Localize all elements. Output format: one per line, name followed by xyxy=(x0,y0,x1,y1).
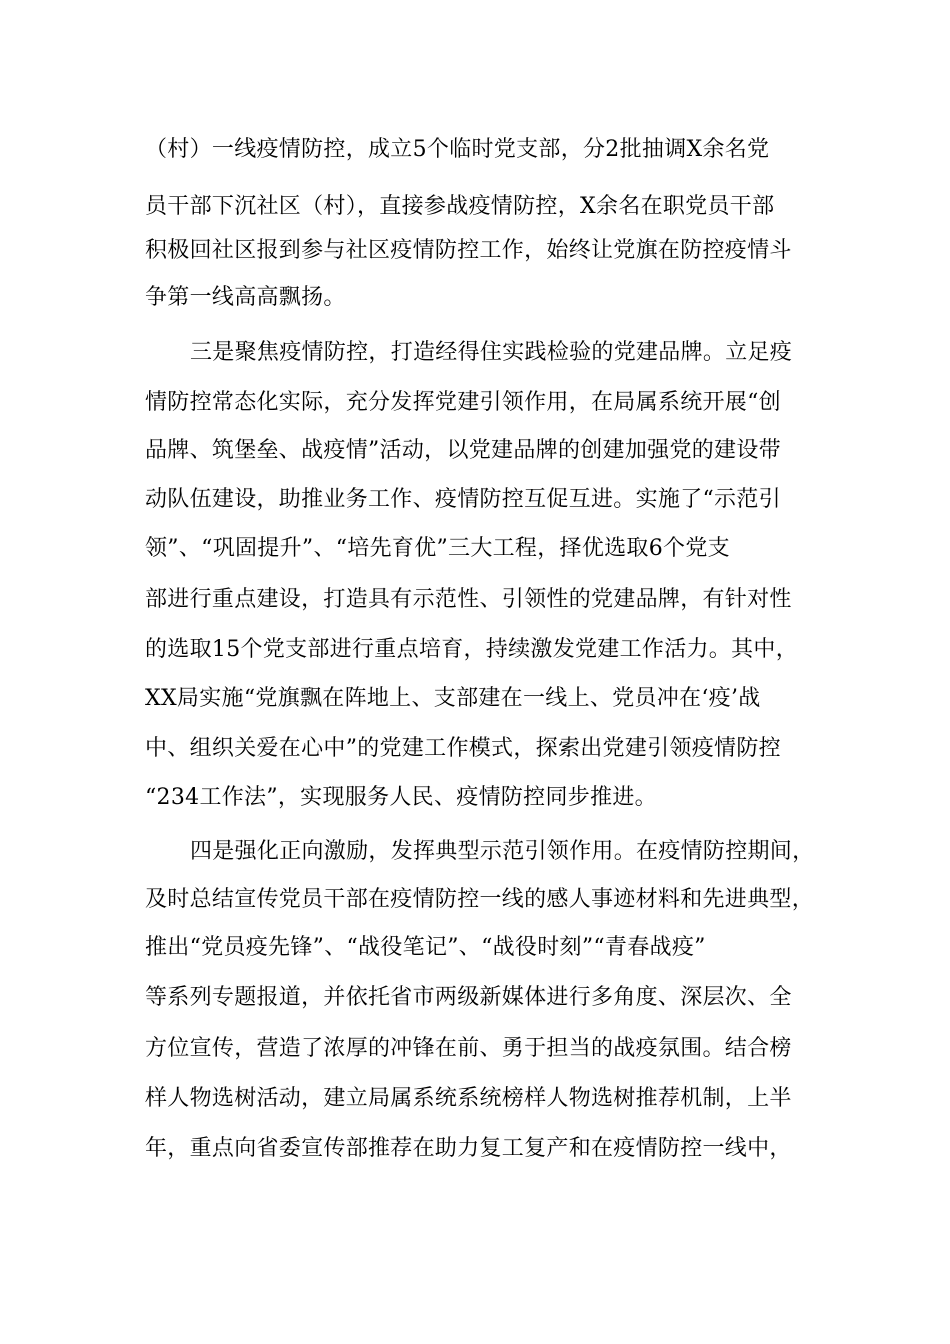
text-line: 方位宣传，营造了浓厚的冲锋在前、勇于担当的战疫氛围。结合榜 xyxy=(145,1036,792,1061)
text-line: “234工作法”，实现服务人民、疫情防控同步推进。 xyxy=(145,785,657,810)
text-line: （村）一线疫情防控，成立5个临时党支部，分2批抽调X余名党 xyxy=(145,137,770,162)
text-line: 动队伍建设，助推业务工作、疫情防控互促互进。实施了“示范引 xyxy=(145,487,781,512)
text-line: 情防控常态化实际，充分发挥党建引领作用，在局属系统开展“创 xyxy=(145,390,781,415)
paragraph-start-line: 三是聚焦疫情防控，打造经得住实践检验的党建品牌。立足疫 xyxy=(190,340,793,365)
text-line: 领”、“巩固提升”、“培先育优”三大工程，择优选取6个党支 xyxy=(145,536,730,561)
text-line: 等系列专题报道，并依托省市两级新媒体进行多角度、深层次、全 xyxy=(145,985,792,1010)
text-line: 部进行重点建设，打造具有示范性、引领性的党建品牌，有针对性 xyxy=(145,587,792,612)
text-line: 中、组织关爱在心中”的党建工作模式，探索出党建引领疫情防控 xyxy=(145,736,781,761)
text-line: XX局实施“党旗飘在阵地上、支部建在一线上、党员冲在‘疫’战 xyxy=(145,686,761,711)
text-line: 及时总结宣传党员干部在疫情防控一线的感人事迹材料和先进典型， xyxy=(145,887,815,912)
text-line: 的选取15个党支部进行重点培育，持续激发党建工作活力。其中， xyxy=(145,637,798,662)
paragraph-start-line: 四是强化正向激励，发挥典型示范引领作用。在疫情防控期间， xyxy=(190,839,815,864)
text-line: 积极回社区报到参与社区疫情防控工作，始终让党旗在防控疫情斗 xyxy=(145,238,792,263)
text-line: 推出“党员疫先锋”、“战役笔记”、“战役时刻”“青春战疫” xyxy=(145,935,706,960)
text-line: 品牌、筑堡垒、战疫情”活动，以党建品牌的创建加强党的建设带 xyxy=(145,438,781,463)
text-line: 员干部下沉社区（村），直接参战疫情防控，X余名在职党员干部 xyxy=(145,194,775,219)
text-line: 争第一线高高飘扬。 xyxy=(145,285,346,310)
text-line: 样人物选树活动，建立局属系统系统榜样人物选树推荐机制，上半 xyxy=(145,1086,792,1111)
text-line: 年，重点向省委宣传部推荐在助力复工复产和在疫情防控一线中， xyxy=(145,1136,792,1161)
